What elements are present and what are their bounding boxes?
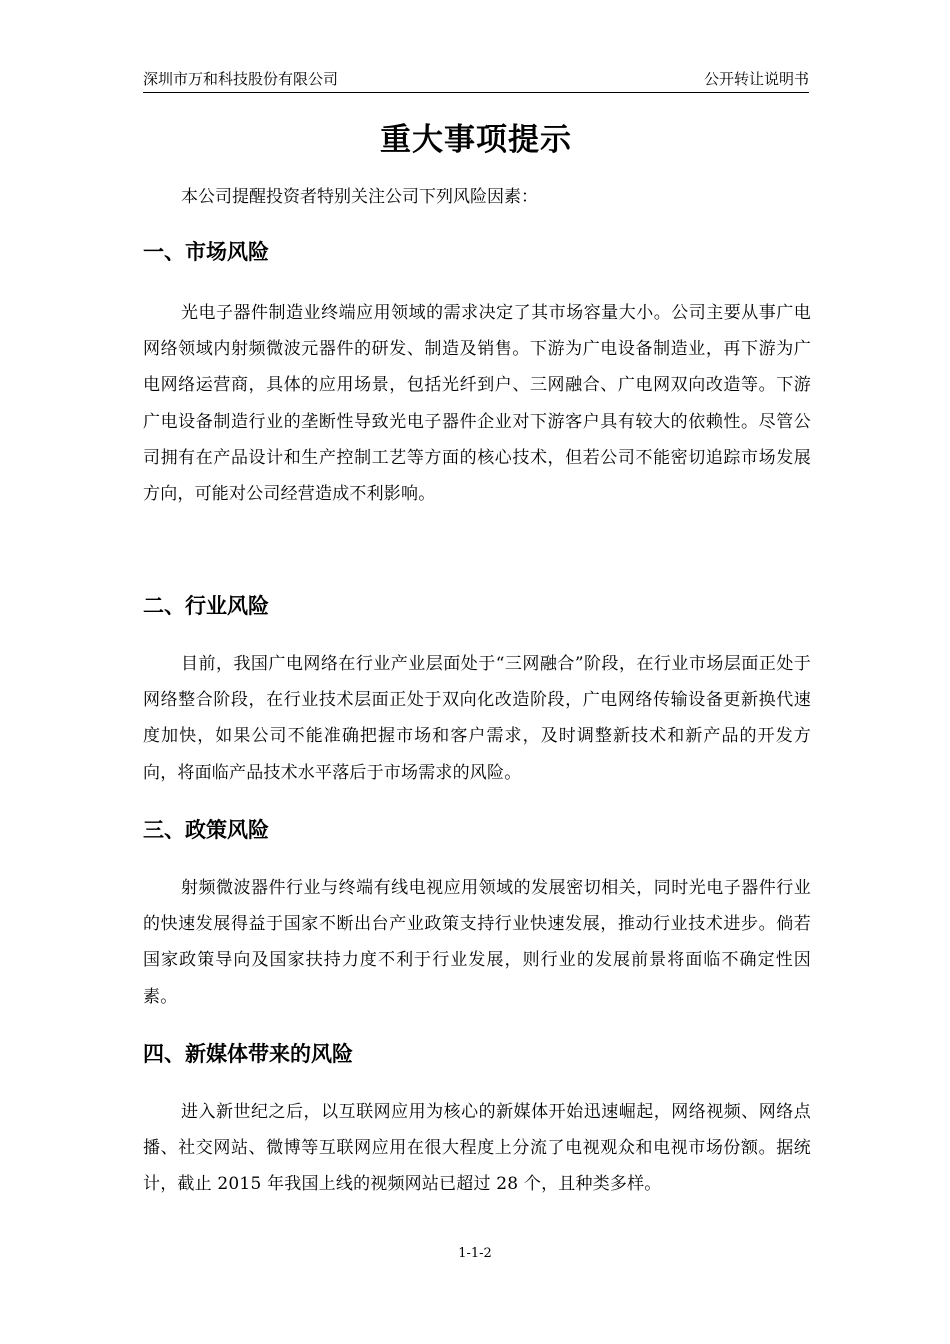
page-title: 重大事项提示 [380, 122, 572, 158]
section-heading-policy-risk: 三、政策风险 [143, 817, 269, 842]
section-body-new-media-risk: 进入新世纪之后，以互联网应用为核心的新媒体开始迅速崛起，网络视频、网络点播、社交网站、微博等互联网应用在很大程度上分流了电视观众和电视市场份额。据统计，截止 2015 年我国上线的视频网站已超过 28 个，且种类多样。 [143, 1102, 811, 1195]
section-heading-new-media-risk: 四、新媒体带来的风险 [143, 1041, 353, 1066]
intro-paragraph: 本公司提醒投资者特别关注公司下列风险因素： [181, 187, 538, 207]
section-body-industry-risk: 目前，我国广电网络在行业产业层面处于“三网融合”阶段，在行业市场层面正处于网络整合阶段，在行业技术层面正处于双向化改造阶段，广电网络传输设备更新换代速度加快，如果公司不能准确把握市场和客户需求，及时调整新技术和新产品的开发方向，将面临产品技术水平落后于市场需求的风险。 [143, 654, 811, 783]
page-header [143, 66, 809, 93]
section-heading-industry-risk: 二、行业风险 [143, 593, 269, 618]
page-number: 1-1-2 [458, 1246, 492, 1261]
section-heading-market-risk: 一、市场风险 [143, 239, 269, 264]
section-body-policy-risk: 射频微波器件行业与终端有线电视应用领域的发展密切相关，同时光电子器件行业的快速发展得益于国家不断出台产业政策支持行业快速发展，推动行业技术进步。倘若国家政策导向及国家扶持力度不利于行业发展，则行业的发展前景将面临不确定性因素。 [143, 878, 811, 1007]
section-body-market-risk: 光电子器件制造业终端应用领域的需求决定了其市场容量大小。公司主要从事广电网络领域内射频微波元器件的研发、制造及销售。下游为广电设备制造业，再下游为广电网络运营商，具体的应用场景，包括光纤到户、三网融合、广电网双向改造等。下游广电设备制造行业的垄断性导致光电子器件企业对下游客户具有较大的依赖性。尽管公司拥有在产品设计和生产控制工艺等方面的核心技术，但若公司不能密切追踪市场发展方向，可能对公司经营造成不利影响。 [143, 303, 811, 505]
header-document-type: 公开转让说明书 [703, 70, 809, 88]
header-company-name: 深圳市万和科技股份有限公司 [143, 70, 339, 88]
